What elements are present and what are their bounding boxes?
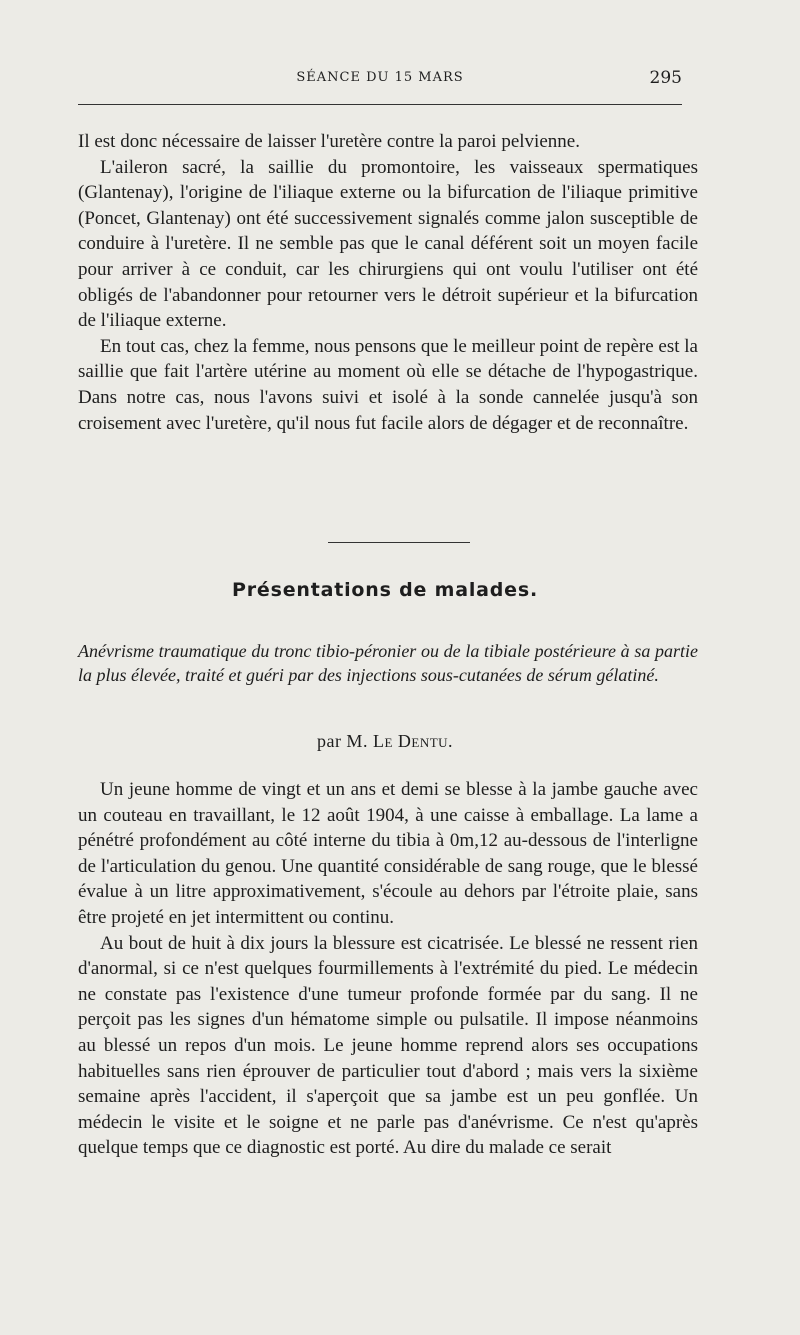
page-number: 295 xyxy=(649,68,682,88)
running-title: SÉANCE DU 15 MARS xyxy=(296,70,464,85)
author-line xyxy=(0,731,770,752)
running-head xyxy=(78,70,682,94)
article-body xyxy=(78,777,698,1161)
section-title: Présentations de malades. xyxy=(232,579,538,601)
paragraph: En tout cas, chez la femme, nous pensons que le meilleur point de repère est la saillie que fait l'artère utérine au moment où elle se détache de l'hypogastrique. Dans notre cas, nous l'avons suivi et isolé à la sonde cannelée jusqu'à son croisement avec l'uretère, qu'il nous fut facile alors de dégager et de reconnaître. xyxy=(78,335,698,434)
author-prefix: par M. xyxy=(316,731,368,751)
paragraph: Il est donc nécessaire de laisser l'uretère contre la paroi pelvienne. xyxy=(78,131,580,152)
author-name: Le Dentu. xyxy=(372,731,454,751)
paragraph: L'aileron sacré, la saillie du promontoire, les vaisseaux spermatiques (Glantenay), l'origine de l'iliaque externe ou la bifurcation de l'iliaque primitive (Poncet, Glantenay) ont été successivement signalés comme jalon susceptible de conduire à l'uretère. Il ne semble pas que le canal déférent soit un moyen facile pour arriver à ce conduit, car les chirurgiens qui ont voulu l'utiliser ont été obligés de l'abandonner pour retourner vers le détroit supérieur et la bifurcation de l'iliaque externe. xyxy=(78,156,698,332)
header-rule xyxy=(78,104,682,105)
article-title: Anévrisme traumatique du tronc tibio-péronier ou de la tibiale postérieure à sa partie la plus élevée, traité et guéri par des injections sous-cutanées de sérum gélatiné. xyxy=(78,641,698,685)
paragraph: Un jeune homme de vingt et un ans et demi se blesse à la jambe gauche avec un couteau en travaillant, le 12 août 1904, à une caisse à emballage. La lame a pénétré profondément au côté interne du tibia à 0m,12 au-dessous de l'interligne de l'articulation du genou. Une quantité considérable de sang rouge, que le blessé évalue à un litre approximativement, s'écoule au dehors par l'étroite plaie, sans être projeté en jet intermittent ou continu. xyxy=(78,779,698,928)
section-divider xyxy=(328,542,470,543)
paragraph: Au bout de huit à dix jours la blessure est cicatrisée. Le blessé ne ressent rien d'anormal, si ce n'est quelques fourmillements à l'extrémité du pied. Le médecin ne constate pas l'existence d'une tumeur profonde formée par du sang. Il ne perçoit pas les signes d'un hématome simple ou pulsatile. Il impose néanmoins au blessé un repos d'un mois. Le jeune homme reprend alors ses occupations habituelles sans rien éprouver de particulier tout d'abord ; mais vers la sixième semaine après l'accident, il s'aperçoit que sa jambe est un peu gonflée. Un médecin le visite et le soigne et ne parle pas d'anévrisme. Ce n'est qu'après quelque temps que ce diagnostic est porté. Au dire du malade ce serait xyxy=(78,932,698,1159)
intro-text xyxy=(78,129,698,436)
